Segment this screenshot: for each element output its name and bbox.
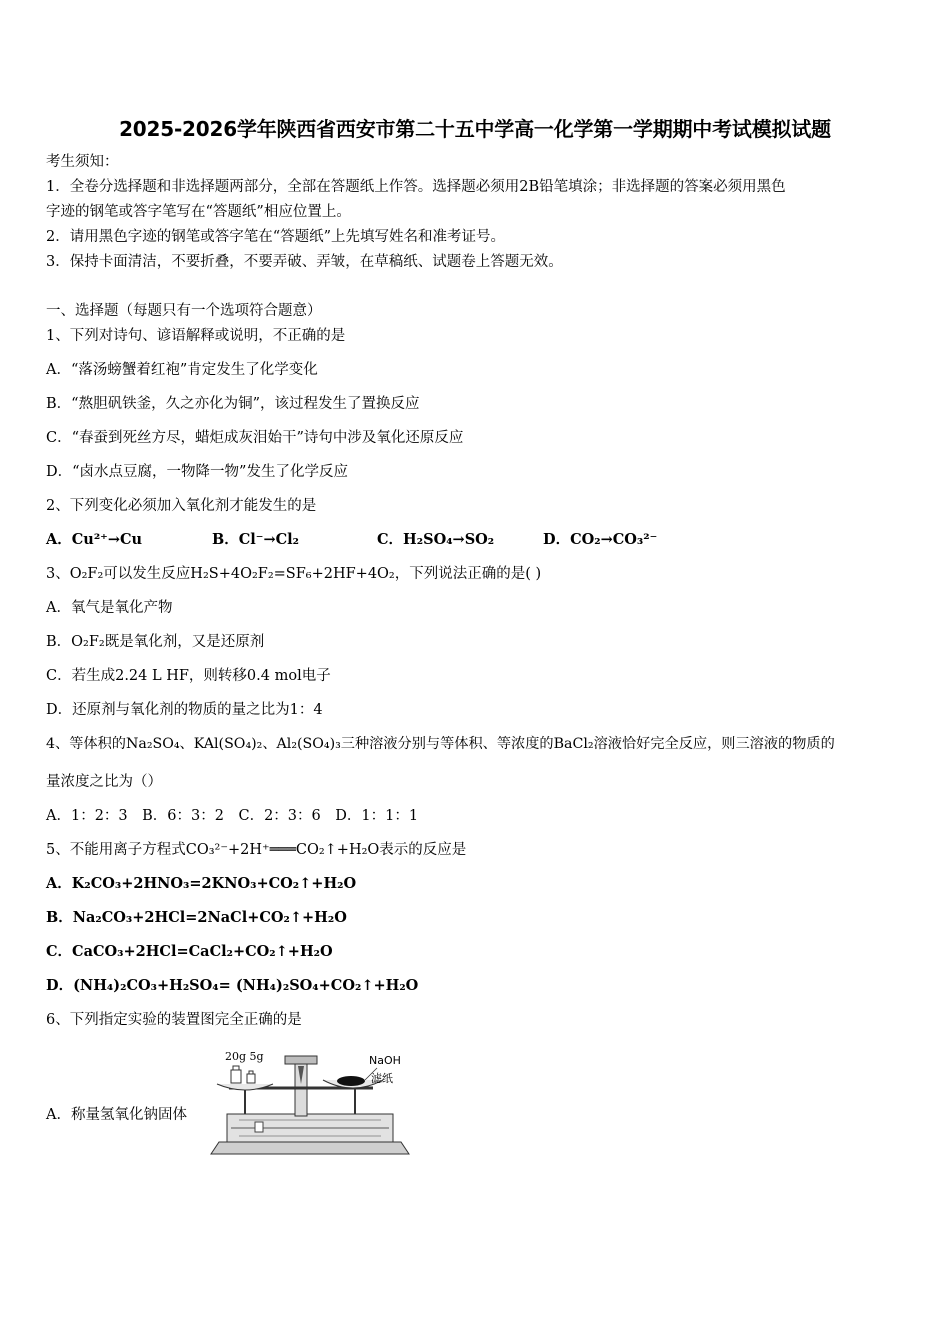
q5-option-c: C．CaCO₃+2HCl=CaCl₂+CO₂↑+H₂O	[46, 943, 333, 960]
q1-option-d: D．“卤水点豆腐，一物降一物”发生了化学反应	[46, 464, 348, 480]
q2-option-d: D．CO₂→CO₃²⁻	[543, 531, 658, 548]
q1-option-b: B．“熬胆矾铁釜，久之亦化为铜”，该过程发生了置换反应	[46, 396, 420, 412]
q3-option-b: B．O₂F₂既是氧化剂，又是还原剂	[46, 634, 265, 650]
q6-stem: 6、下列指定实验的装置图完全正确的是	[46, 1012, 302, 1028]
q1-option-c: C．“春蚕到死丝方尽，蜡炬成灰泪始干”诗句中涉及氧化还原反应	[46, 430, 464, 446]
q3-option-c: C．若生成2.24 L HF，则转移0.4 mol电子	[46, 668, 331, 684]
q2-option-c: C．H₂SO₄→SO₂	[377, 531, 495, 548]
q3-option-d: D．还原剂与氧化剂的物质的量之比为1：4	[46, 702, 323, 718]
q4-stem-line1: 4、等体积的Na₂SO₄、KAl(SO₄)₂、Al₂(SO₄)₃三种溶液分别与等体积、等浓度的BaCl₂溶液恰好完全反应，则三溶液的物质的	[46, 736, 835, 752]
q5-option-d: D．(NH₄)₂CO₃+H₂SO₄= (NH₄)₂SO₄+CO₂↑+H₂O	[46, 977, 419, 994]
q2-stem: 2、下列变化必须加入氧化剂才能发生的是	[46, 498, 317, 514]
q1-option-a: A．“落汤螃蟹着红袍”肯定发生了化学变化	[46, 362, 318, 378]
q1-stem: 1、下列对诗句、谚语解释或说明，不正确的是	[46, 328, 346, 344]
q2-option-b: B．Cl⁻→Cl₂	[212, 531, 300, 548]
notice-item-3: 3．保持卡面清洁，不要折叠，不要弄破、弄皱，在草稿纸、试题卷上答题无效。	[46, 254, 563, 270]
q3-stem: 3、O₂F₂可以发生反应H₂S+4O₂F₂=SF₆+2HF+4O₂，下列说法正确的是( )	[46, 566, 542, 582]
balance-scale-icon	[205, 1044, 415, 1162]
section-heading: 一、选择题（每题只有一个选项符合题意）	[46, 303, 322, 319]
q5-option-a: A．K₂CO₃+2HNO₃=2KNO₃+CO₂↑+H₂O	[46, 875, 357, 892]
notice-heading: 考生须知：	[46, 154, 119, 170]
q2-option-a: A．Cu²⁺→Cu	[46, 531, 143, 548]
q4-options: A．1：2：3 B．6：3：2 C．2：3：6 D．1：1：1	[46, 808, 419, 824]
page-title: 2025-2026学年陕西省西安市第二十五中学高一化学第一学期期中考试模拟试题	[119, 117, 831, 141]
q5-option-b: B．Na₂CO₃+2HCl=2NaCl+CO₂↑+H₂O	[46, 909, 347, 926]
q6-option-a: A．称量氢氧化钠固体	[46, 1107, 187, 1123]
filter-paper-label: 滤纸	[371, 1072, 393, 1085]
q4-stem-line2: 量浓度之比为（）	[46, 774, 162, 790]
weights-label: 20g 5g	[225, 1050, 264, 1063]
naoh-label: NaOH	[369, 1054, 401, 1067]
notice-item-2: 2．请用黑色字迹的钢笔或答字笔在“答题纸”上先填写姓名和准考证号。	[46, 229, 506, 245]
q3-option-a: A．氧气是氧化产物	[46, 600, 173, 616]
notice-item-1b: 字迹的钢笔或答字笔写在“答题纸”相应位置上。	[46, 204, 351, 220]
notice-item-1a: 1．全卷分选择题和非选择题两部分，全部在答题纸上作答。选择题必须用2B铅笔填涂；非选择题的答案必须用黑色	[46, 179, 786, 195]
q5-stem: 5、不能用离子方程式CO₃²⁻+2H⁺═══CO₂↑+H₂O表示的反应是	[46, 842, 467, 858]
balance-figure	[205, 1044, 415, 1162]
